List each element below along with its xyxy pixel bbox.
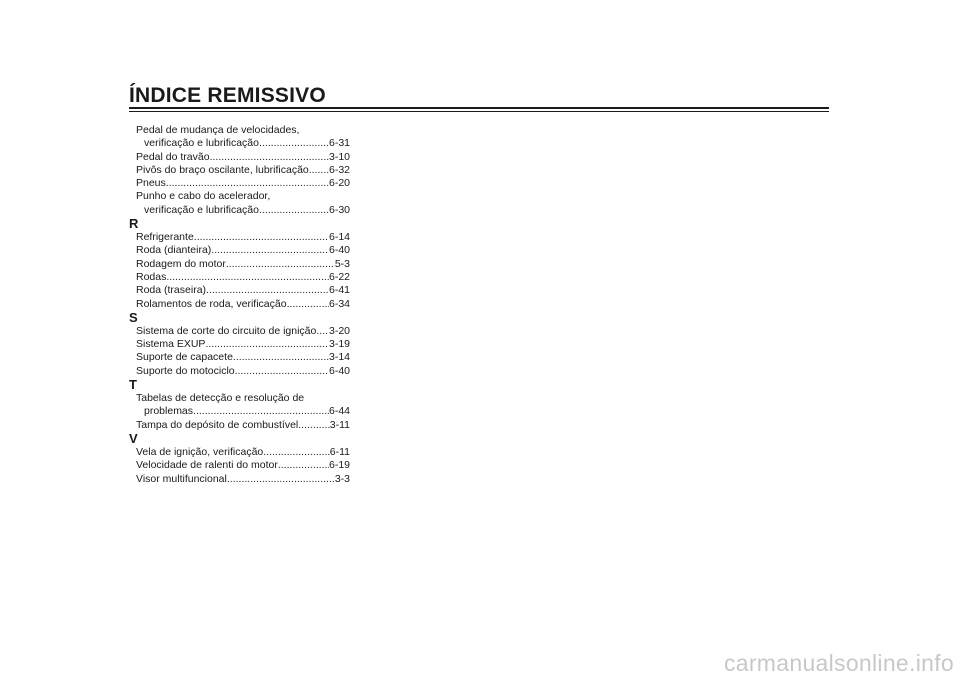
dot-leader	[233, 351, 329, 364]
index-entry-term: verificação e lubrificação	[144, 203, 259, 216]
dot-leader	[205, 338, 329, 351]
index-letter-heading: R	[129, 216, 139, 232]
index-entry-page: 3-3	[334, 472, 350, 485]
index-entry-page: 6-32	[328, 163, 350, 176]
index-entry	[129, 351, 350, 364]
index-entry-page: 6-20	[328, 177, 350, 190]
index-entry	[129, 271, 350, 284]
index-entry-term: problemas	[144, 405, 194, 418]
dot-leader	[211, 244, 329, 257]
index-entry-page: 3-14	[328, 351, 350, 364]
index-entry	[129, 244, 350, 257]
index-entry-page: 6-11	[329, 445, 350, 458]
index-entry	[129, 459, 350, 472]
index-entry-page: 6-19	[328, 459, 350, 472]
index-entry-term: Rodas	[136, 270, 167, 283]
dot-leader	[166, 177, 329, 190]
index-entry-term: Rolamentos de roda, verificação	[136, 297, 287, 310]
index-entry-page: 6-30	[328, 203, 350, 216]
index-letter-heading: S	[129, 309, 138, 325]
index-entry	[129, 164, 350, 177]
index-entry	[129, 137, 350, 150]
index-entry	[129, 190, 350, 203]
index-letter-heading: T	[129, 377, 137, 393]
index-entry	[129, 204, 350, 217]
index-entry-page: 3-11	[329, 418, 350, 431]
index-entry-page: 6-22	[328, 270, 350, 283]
index-entry	[129, 284, 350, 297]
dot-leader	[193, 405, 329, 418]
index-entry-page: 5-3	[334, 257, 350, 270]
index-entry	[129, 177, 350, 190]
index-entry-page: 3-20	[328, 324, 350, 337]
index-entry	[129, 446, 350, 459]
dot-leader	[263, 446, 330, 459]
index-entry-page: 6-41	[328, 284, 350, 297]
index-entry	[129, 231, 350, 244]
dot-leader	[259, 204, 329, 217]
index-entry-page: 6-31	[328, 137, 350, 150]
index-entry-page: 6-40	[328, 364, 350, 377]
index-entry-page: 6-34	[328, 297, 350, 310]
dot-leader	[206, 284, 329, 297]
index-entry-term: Refrigerante	[136, 231, 194, 244]
page-title: ÍNDICE REMISSIVO	[129, 84, 326, 107]
dot-leader	[287, 298, 329, 311]
index-entry-term: Velocidade de ralenti do motor	[136, 459, 278, 472]
index-entry-term: Suporte de capacete	[136, 351, 233, 364]
dot-leader	[316, 325, 329, 338]
index-letter-heading: V	[129, 430, 138, 446]
index-entry	[129, 124, 350, 137]
index-entry	[129, 405, 350, 418]
index-entry-term: Sistema de corte do circuito de ignição	[136, 324, 317, 337]
index-entry-term: Suporte do motociclo	[136, 364, 235, 377]
index-entry-term: Punho e cabo do acelerador,	[136, 190, 271, 203]
watermark: carmanualsonline.info	[723, 650, 954, 676]
index-entry	[129, 151, 350, 164]
index-column	[129, 124, 350, 486]
index-entry	[129, 298, 350, 311]
index-entry	[129, 338, 350, 351]
index-entry	[129, 258, 350, 271]
index-entry-term: Sistema EXUP	[136, 338, 206, 351]
index-entry-term: Tampa do depósito de combustível	[136, 418, 299, 431]
dot-leader	[298, 419, 329, 432]
index-entry	[129, 365, 350, 378]
index-entry-page: 6-40	[328, 244, 350, 257]
index-entry-term: Vela de ignição, verificação	[136, 445, 264, 458]
index-entry-page: 6-14	[328, 231, 350, 244]
title-rule-thick	[129, 107, 829, 109]
index-entry-term: Roda (traseira)	[136, 284, 207, 297]
dot-leader	[278, 459, 329, 472]
dot-leader	[194, 231, 329, 244]
index-entry	[129, 392, 350, 405]
dot-leader	[210, 151, 329, 164]
dot-leader	[235, 365, 329, 378]
dot-leader	[166, 271, 329, 284]
index-entry-term: Pivôs do braço oscilante, lubrificação	[136, 163, 309, 176]
dot-leader	[227, 473, 335, 486]
title-rule-thin	[129, 111, 829, 112]
index-entry-term: Roda (dianteira)	[136, 244, 212, 257]
dot-leader	[226, 258, 335, 271]
index-entry-term: Rodagem do motor	[136, 257, 226, 270]
index-entry-term: Tabelas de detecção e resolução de	[136, 392, 305, 405]
index-entry-page: 6-44	[328, 405, 350, 418]
index-entry-term: verificação e lubrificação	[144, 137, 259, 150]
index-entry	[129, 419, 350, 432]
index-entry-term: Pneus	[136, 177, 166, 190]
index-entry	[129, 473, 350, 486]
index-entry-term: Visor multifuncional	[136, 472, 227, 485]
dot-leader	[259, 137, 329, 150]
index-entry	[129, 325, 350, 338]
index-entry-term: Pedal do travão	[136, 150, 210, 163]
index-entry-term: Pedal de mudança de velocidades,	[136, 124, 300, 136]
dot-leader	[309, 164, 329, 177]
index-entry-page: 3-19	[328, 338, 350, 351]
index-entry-page: 3-10	[328, 150, 350, 163]
